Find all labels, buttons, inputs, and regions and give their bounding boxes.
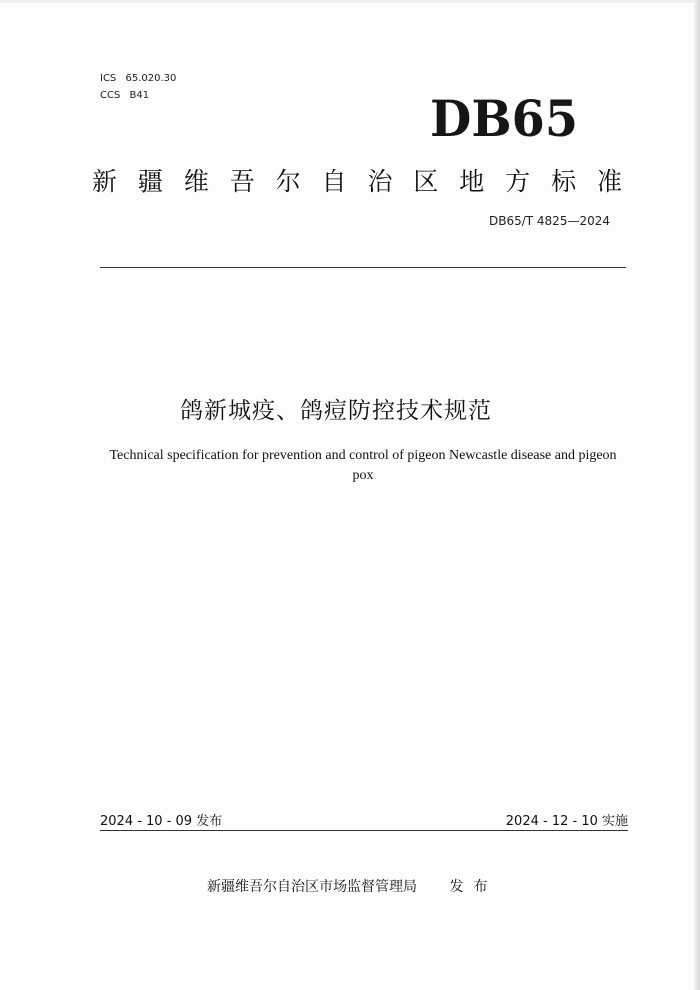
scan-edge-top bbox=[0, 0, 700, 3]
bottom-divider bbox=[100, 830, 628, 831]
standard-type-char: 标 bbox=[551, 167, 577, 196]
standard-type-char: 尔 bbox=[275, 167, 301, 196]
publisher-name: 新疆维吾尔自治区市场监督管理局 bbox=[207, 879, 417, 895]
standard-type-char: 疆 bbox=[137, 167, 163, 196]
ccs-label: CCS bbox=[100, 90, 121, 101]
scan-edge-right bbox=[694, 0, 700, 990]
standard-type-title bbox=[92, 162, 622, 198]
standard-type-char: 准 bbox=[596, 167, 622, 196]
top-divider bbox=[100, 267, 626, 268]
publisher-line bbox=[207, 876, 497, 896]
standard-type-char: 维 bbox=[183, 167, 209, 196]
ccs-value: B41 bbox=[129, 90, 150, 101]
standard-type-char: 区 bbox=[413, 167, 439, 196]
publisher-issue-label: 发布 bbox=[449, 879, 498, 895]
document-title-zh bbox=[0, 392, 700, 425]
ics-code bbox=[100, 70, 176, 87]
standard-number: DB65/T 4825—2024 bbox=[488, 214, 610, 228]
db65-logo bbox=[430, 92, 580, 142]
ics-value: 65.020.30 bbox=[125, 73, 177, 84]
ccs-code bbox=[100, 87, 176, 104]
standard-type-char: 吾 bbox=[229, 167, 255, 196]
publish-date: 2024 - 10 - 09 发布 bbox=[100, 814, 223, 829]
document-title-en: Technical specification for prevention and control of pigeon Newcastle disease and pigeon pox bbox=[109, 448, 617, 483]
standard-type-char: 治 bbox=[367, 167, 393, 196]
classification-codes bbox=[100, 70, 176, 104]
ics-label: ICS bbox=[100, 73, 117, 84]
document-title-zh-text: 鸽新城疫、鸽痘防控技术规范 bbox=[180, 398, 492, 424]
standard-type-char: 地 bbox=[459, 167, 485, 196]
standard-type-char: 新 bbox=[92, 167, 118, 196]
standard-type-char: 自 bbox=[321, 167, 347, 196]
db65-logo-text: DB65 bbox=[430, 92, 578, 142]
effective-date: 2024 - 12 - 10 实施 bbox=[505, 814, 628, 829]
date-row bbox=[100, 810, 628, 829]
standard-type-char: 方 bbox=[505, 167, 531, 196]
